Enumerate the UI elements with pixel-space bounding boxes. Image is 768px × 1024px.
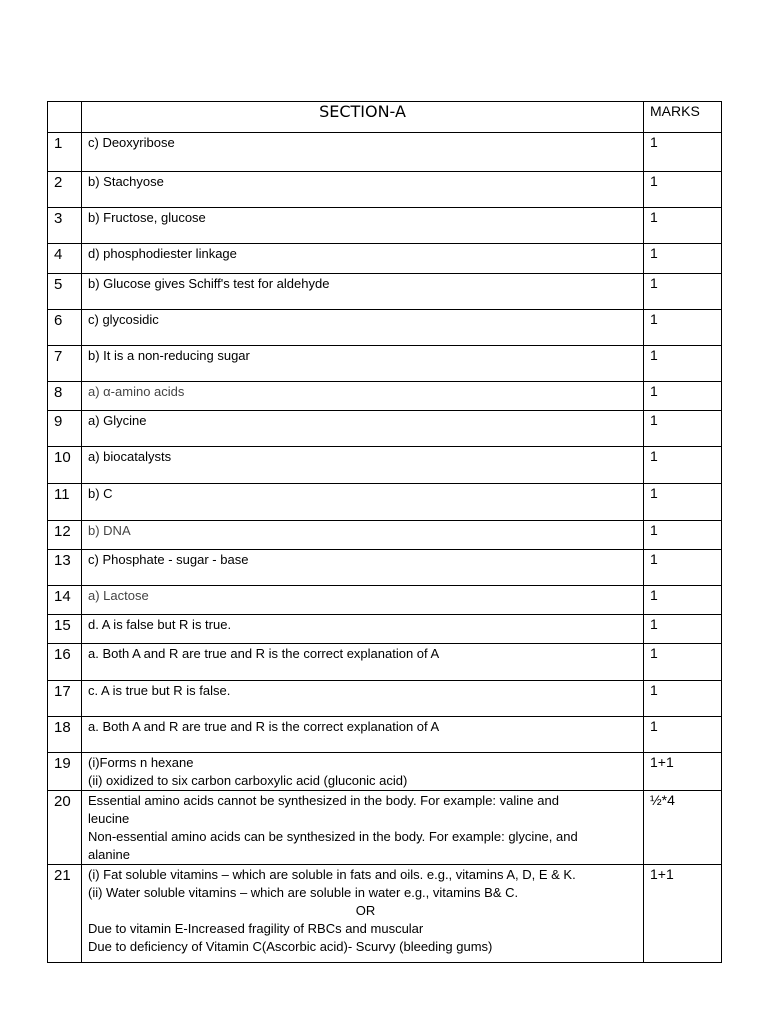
question-number: 17 bbox=[48, 681, 82, 717]
question-number: 10 bbox=[48, 447, 82, 484]
table-row bbox=[48, 681, 722, 717]
answer-cell bbox=[82, 791, 644, 865]
answer-line: leucine bbox=[88, 811, 130, 826]
question-number: 15 bbox=[48, 615, 82, 644]
marks-cell: 1 bbox=[644, 310, 722, 346]
question-number: 21 bbox=[48, 865, 82, 963]
question-number: 11 bbox=[48, 484, 82, 521]
marks-cell: 1 bbox=[644, 521, 722, 550]
marks-cell: 1 bbox=[644, 133, 722, 172]
marks-cell: 1 bbox=[644, 644, 722, 681]
answer-line: c) glycosidic bbox=[88, 312, 159, 327]
marks-cell: 1 bbox=[644, 484, 722, 521]
answer-line: c) Phosphate - sugar - base bbox=[88, 552, 249, 567]
question-number: 19 bbox=[48, 753, 82, 791]
answer-line: b) Fructose, glucose bbox=[88, 210, 206, 225]
table-row bbox=[48, 586, 722, 615]
answer-line: d. A is false but R is true. bbox=[88, 617, 232, 632]
table-row bbox=[48, 550, 722, 586]
answer-line: alanine bbox=[88, 847, 130, 862]
answer-key-table bbox=[47, 101, 722, 963]
answer-cell bbox=[82, 717, 644, 753]
marks-cell: 1 bbox=[644, 172, 722, 208]
marks-cell: 1 bbox=[644, 411, 722, 447]
question-number: 4 bbox=[48, 244, 82, 274]
answer-cell bbox=[82, 615, 644, 644]
answer-line: Due to vitamin E-Increased fragility of RBCs and muscular bbox=[88, 921, 424, 936]
answer-cell bbox=[82, 447, 644, 484]
answer-cell bbox=[82, 346, 644, 382]
table-row bbox=[48, 411, 722, 447]
answer-cell bbox=[82, 310, 644, 346]
table-row bbox=[48, 447, 722, 484]
table-row bbox=[48, 865, 722, 963]
question-number: 6 bbox=[48, 310, 82, 346]
question-number: 3 bbox=[48, 208, 82, 244]
marks-cell: 1+1 bbox=[644, 753, 722, 791]
answer-cell bbox=[82, 133, 644, 172]
answer-line: a) Lactose bbox=[88, 588, 149, 603]
question-number: 1 bbox=[48, 133, 82, 172]
answer-line: OR bbox=[355, 903, 376, 918]
table-row bbox=[48, 310, 722, 346]
answer-cell bbox=[82, 382, 644, 411]
table-row bbox=[48, 615, 722, 644]
answer-cell bbox=[82, 274, 644, 310]
table-header-row bbox=[48, 102, 722, 133]
marks-cell: 1 bbox=[644, 208, 722, 244]
answer-line: b) DNA bbox=[88, 523, 131, 538]
answer-line: a) α-amino acids bbox=[88, 384, 185, 399]
answer-line: a. Both A and R are true and R is the correct explanation of A bbox=[88, 646, 440, 661]
marks-cell: 1 bbox=[644, 615, 722, 644]
marks-cell: 1 bbox=[644, 717, 722, 753]
question-number: 18 bbox=[48, 717, 82, 753]
answer-cell bbox=[82, 411, 644, 447]
marks-column-header: MARKS bbox=[644, 102, 722, 133]
answer-line: Essential amino acids cannot be synthesized in the body. For example: valine and bbox=[88, 793, 559, 808]
answer-line: a) Glycine bbox=[88, 413, 147, 428]
table-row bbox=[48, 274, 722, 310]
answer-line: (i)Forms n hexane bbox=[88, 755, 194, 770]
answer-cell bbox=[82, 865, 644, 963]
marks-cell: 1 bbox=[644, 447, 722, 484]
marks-cell: 1 bbox=[644, 681, 722, 717]
answer-line: b) Glucose gives Schiff's test for aldehyde bbox=[88, 276, 330, 291]
answer-line: c) Deoxyribose bbox=[88, 135, 175, 150]
answer-line: c. A is true but R is false. bbox=[88, 683, 231, 698]
answer-line: b) It is a non-reducing sugar bbox=[88, 348, 250, 363]
marks-cell: 1 bbox=[644, 244, 722, 274]
answer-cell bbox=[82, 644, 644, 681]
marks-cell: 1+1 bbox=[644, 865, 722, 963]
answer-rows bbox=[48, 133, 722, 963]
table-row bbox=[48, 791, 722, 865]
answer-cell bbox=[82, 550, 644, 586]
answer-cell bbox=[82, 586, 644, 615]
table-row bbox=[48, 484, 722, 521]
answer-line: Due to deficiency of Vitamin C(Ascorbic acid)- Scurvy (bleeding gums) bbox=[88, 939, 493, 954]
answer-line: (ii) oxidized to six carbon carboxylic acid (gluconic acid) bbox=[88, 773, 408, 788]
question-number: 20 bbox=[48, 791, 82, 865]
answer-line: a) biocatalysts bbox=[88, 449, 172, 464]
table-row bbox=[48, 346, 722, 382]
question-number: 8 bbox=[48, 382, 82, 411]
answer-line: b) C bbox=[88, 486, 113, 501]
table-row bbox=[48, 521, 722, 550]
answer-cell bbox=[82, 244, 644, 274]
answer-cell bbox=[82, 681, 644, 717]
table-row bbox=[48, 382, 722, 411]
answer-line: (i) Fat soluble vitamins – which are soluble in fats and oils. e.g., vitamins A, D, E & K. bbox=[88, 867, 576, 882]
table-row bbox=[48, 208, 722, 244]
marks-cell: 1 bbox=[644, 382, 722, 411]
marks-cell: 1 bbox=[644, 346, 722, 382]
answer-cell bbox=[82, 208, 644, 244]
answer-line: Non-essential amino acids can be synthesized in the body. For example: glycine, and bbox=[88, 829, 578, 844]
answer-line: d) phosphodiester linkage bbox=[88, 246, 237, 261]
table-row bbox=[48, 717, 722, 753]
section-title: SECTION-A bbox=[82, 102, 644, 133]
answer-line: (ii) Water soluble vitamins – which are soluble in water e.g., vitamins B& C. bbox=[88, 885, 519, 900]
answer-cell bbox=[82, 172, 644, 208]
table-row bbox=[48, 644, 722, 681]
question-number: 5 bbox=[48, 274, 82, 310]
answer-cell bbox=[82, 753, 644, 791]
marks-cell: 1 bbox=[644, 550, 722, 586]
answer-cell bbox=[82, 484, 644, 521]
marks-cell: ½*4 bbox=[644, 791, 722, 865]
answer-line: a. Both A and R are true and R is the correct explanation of A bbox=[88, 719, 440, 734]
question-number: 2 bbox=[48, 172, 82, 208]
question-number: 14 bbox=[48, 586, 82, 615]
question-number: 12 bbox=[48, 521, 82, 550]
table-row bbox=[48, 133, 722, 172]
question-number: 7 bbox=[48, 346, 82, 382]
marks-cell: 1 bbox=[644, 274, 722, 310]
table-row bbox=[48, 753, 722, 791]
question-number: 13 bbox=[48, 550, 82, 586]
table-row bbox=[48, 244, 722, 274]
marks-cell: 1 bbox=[644, 586, 722, 615]
table-row bbox=[48, 172, 722, 208]
answer-line: b) Stachyose bbox=[88, 174, 164, 189]
header-num-cell bbox=[48, 102, 82, 133]
answer-cell bbox=[82, 521, 644, 550]
question-number: 16 bbox=[48, 644, 82, 681]
question-number: 9 bbox=[48, 411, 82, 447]
